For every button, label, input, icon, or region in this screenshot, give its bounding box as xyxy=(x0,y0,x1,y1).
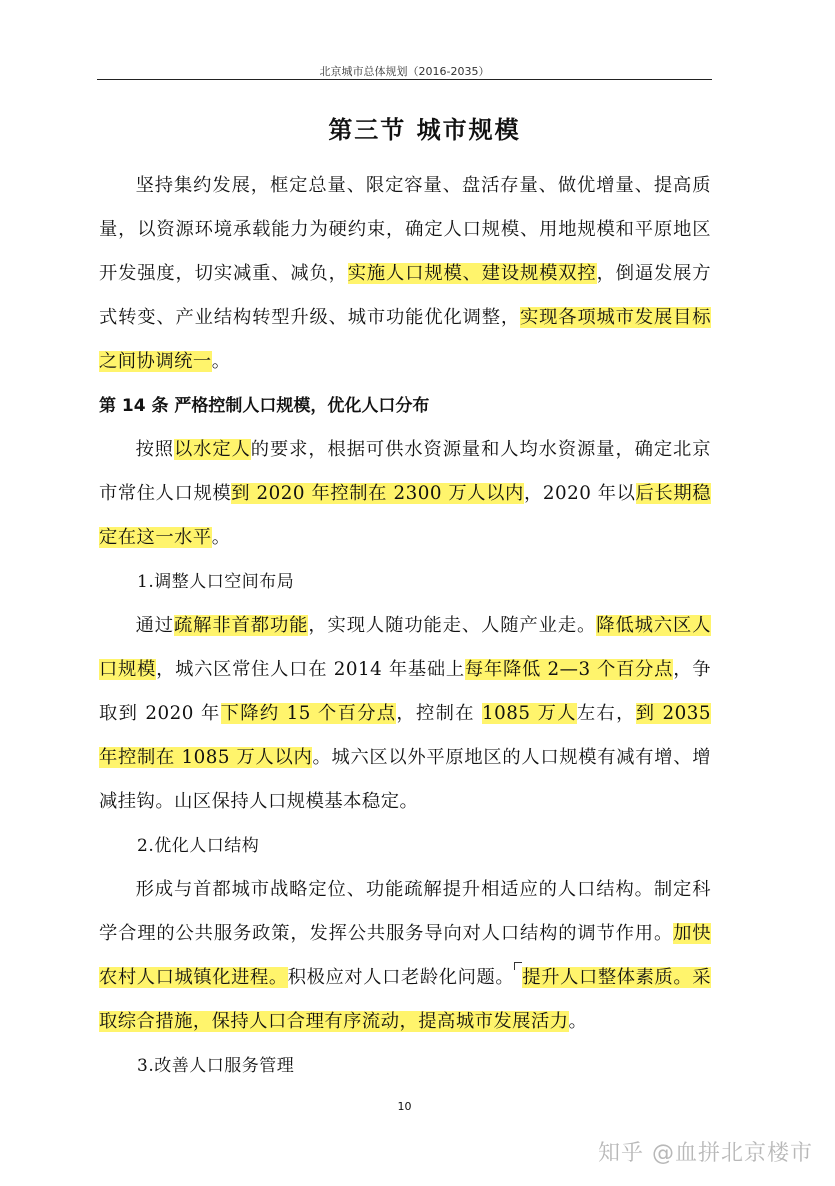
highlighted-text: 每年降低 2—3 个百分点 xyxy=(464,659,674,680)
header-rule xyxy=(97,79,712,80)
highlighted-text: 降低城六区人口规模 xyxy=(99,615,712,680)
text-run: 。城六区以外平原地区的人口规模有减有增、增减挂钩。山区保持人口规模基本稳定。 xyxy=(99,747,711,812)
paragraph-article-14 xyxy=(99,428,711,560)
text-run: ，实现人随功能走、人随产业走。 xyxy=(308,615,597,636)
text-run: 。 xyxy=(211,527,231,548)
paragraph-population-structure xyxy=(99,868,711,1044)
highlighted-text: 到 2035 年控制在 1085 万人以内 xyxy=(99,703,711,768)
text-run: 。 xyxy=(211,351,231,372)
subheading-3: 3.改善人口服务管理 xyxy=(137,1056,295,1076)
text-run: 坚持集约发展，框定总量、限定容量、盘活存量、做优增量、提高质量，以资源环境承载能力为硬约束，确定人口规模、用地规模和平原地区开发强度，切实减重、减负， xyxy=(99,175,711,284)
running-header: 北京城市总体规划（2016-2035） xyxy=(319,65,490,78)
highlighted-text: 后长期稳定在这一水平 xyxy=(99,483,711,548)
highlighted-text: 实现各项城市发展目标之间协调统一 xyxy=(99,307,712,372)
text-run: 。 xyxy=(568,1011,588,1032)
text-run: ，城六区常住人口在 2014 年基础上 xyxy=(156,659,465,680)
text-run: 按照 xyxy=(135,439,174,460)
text-run: 积极应对人口老龄化问题。 xyxy=(287,967,515,988)
paragraph-intro xyxy=(99,164,711,384)
text-run: ，倒逼发展方式转变、产业结构转型升级、城市功能优化调整， xyxy=(99,263,712,328)
highlighted-text: 疏解非首都功能 xyxy=(173,615,309,636)
subheading-1: 1.调整人口空间布局 xyxy=(137,572,295,592)
highlighted-text: 下降约 15 个百分点 xyxy=(220,703,397,724)
text-run: ，控制在 xyxy=(396,703,482,724)
paragraph-spatial-layout xyxy=(99,604,711,824)
article-heading: 第 14 条 严格控制人口规模，优化人口分布 xyxy=(99,396,430,416)
body-text xyxy=(99,164,711,1088)
text-run: ，争取到 2020 年 xyxy=(99,659,712,724)
page-number: 10 xyxy=(397,1100,412,1113)
text-run: 形成与首都城市战略定位、功能疏解提升相适应的人口结构。制定科学合理的公共服务政策，发挥公共服务导向对人口结构的调节作用。 xyxy=(99,879,711,944)
text-run: 通过 xyxy=(135,615,174,636)
highlighted-text: 1085 万人 xyxy=(482,703,577,724)
subheading-2: 2.优化人口结构 xyxy=(137,836,260,856)
highlighted-text: 到 2020 年控制在 2300 万人以内 xyxy=(231,483,524,504)
highlighted-text: 提升人口整体素质。采取综合措施，保持人口合理有序流动，提高城市发展活力 xyxy=(99,967,711,1032)
text-run: 左右， xyxy=(576,703,636,724)
watermark: 知乎 @血拼北京楼市 xyxy=(598,1141,813,1166)
section-title: 第三节 城市规模 xyxy=(328,115,521,144)
text-run: 的要求，根据可供水资源量和人均水资源量，确定北京市常住人口规模 xyxy=(99,439,712,504)
highlighted-text: 实施人口规模、建设规模双控 xyxy=(347,263,597,284)
text-run: ，2020 年以 xyxy=(523,483,636,504)
highlighted-text: 加快农村人口城镇化进程。 xyxy=(99,923,712,988)
highlighted-text: 以水定人 xyxy=(173,439,251,460)
